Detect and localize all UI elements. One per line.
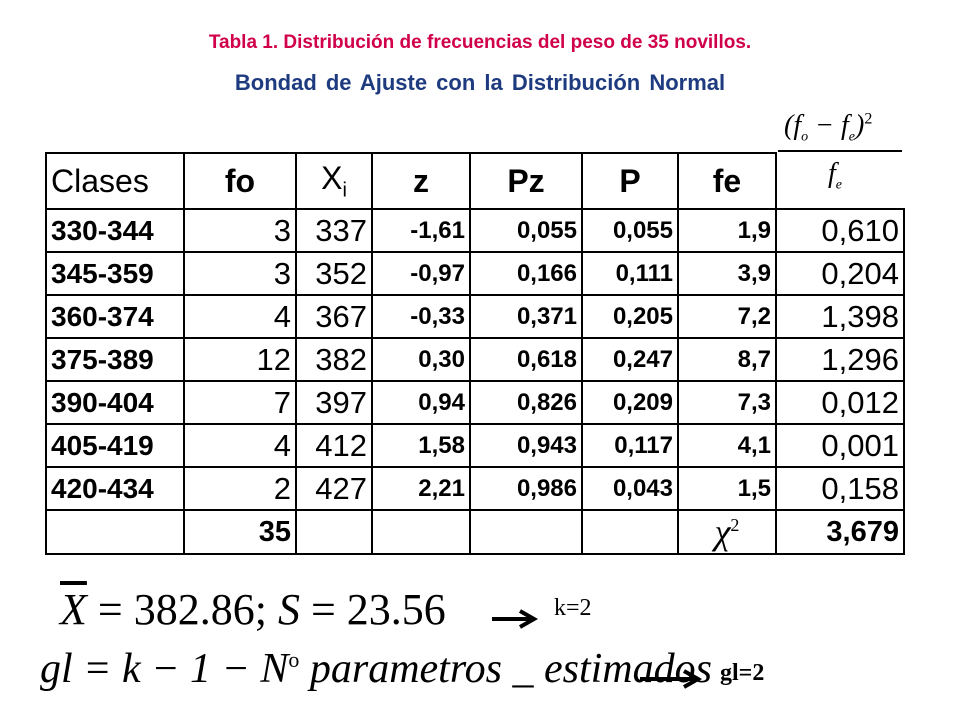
arrow-right-icon (490, 608, 540, 630)
cell-xi: 352 (296, 252, 372, 295)
header-fo: fo (184, 153, 296, 209)
cell-clase: 375-389 (46, 338, 184, 381)
cell-pz: 0,166 (470, 252, 582, 295)
cell-chi: 1,398 (776, 295, 904, 338)
cell-p: 0,055 (582, 209, 678, 252)
table-title: Tabla 1. Distribución de frecuencias del peso de 35 novillos. (208, 32, 752, 53)
cell-empty (296, 510, 372, 554)
cell-z: 0,94 (372, 381, 470, 424)
cell-fo: 3 (184, 252, 296, 295)
cell-z: 1,58 (372, 424, 470, 467)
cell-chi: 0,158 (776, 467, 904, 510)
cell-p: 0,209 (582, 381, 678, 424)
cell-z: -1,61 (372, 209, 470, 252)
cell-fo: 7 (184, 381, 296, 424)
cell-fe: 7,2 (678, 295, 776, 338)
cell-fe: 8,7 (678, 338, 776, 381)
cell-p: 0,205 (582, 295, 678, 338)
cell-fo: 4 (184, 295, 296, 338)
cell-empty (372, 510, 470, 554)
cell-clase: 330-344 (46, 209, 184, 252)
cell-pz: 0,826 (470, 381, 582, 424)
cell-clase: 420-434 (46, 467, 184, 510)
cell-pz: 0,055 (470, 209, 582, 252)
cell-clase: 345-359 (46, 252, 184, 295)
cell-fe: 1,5 (678, 467, 776, 510)
cell-xi: 397 (296, 381, 372, 424)
cell-z: -0,33 (372, 295, 470, 338)
cell-clase: 405-419 (46, 424, 184, 467)
cell-fo: 12 (184, 338, 296, 381)
cell-clase: 390-404 (46, 381, 184, 424)
cell-empty (582, 510, 678, 554)
header-z: z (372, 153, 470, 209)
cell-pz: 0,618 (470, 338, 582, 381)
cell-xi: 382 (296, 338, 372, 381)
cell-fe: 1,9 (678, 209, 776, 252)
formula-denominator: $f_e$ (828, 158, 842, 193)
table-row (46, 252, 904, 295)
arrow-right-icon (638, 668, 704, 690)
frequency-table (45, 152, 905, 555)
cell-empty (470, 510, 582, 554)
gl-result: gl=2 (720, 660, 765, 686)
table-row (46, 424, 904, 467)
header-chi-cell (776, 153, 904, 209)
cell-chi-total: 3,679 (776, 510, 904, 554)
cell-chi: 0,204 (776, 252, 904, 295)
cell-fe: 3,9 (678, 252, 776, 295)
cell-z: -0,97 (372, 252, 470, 295)
cell-xi: 427 (296, 467, 372, 510)
cell-z: 0,30 (372, 338, 470, 381)
cell-xi: 367 (296, 295, 372, 338)
mean-sd-equation: $\overline{X} = 382.86$; S = 23.56 (60, 585, 446, 634)
cell-fe: 7,3 (678, 381, 776, 424)
chi-square-symbol: $\chi^2$ (678, 510, 776, 554)
header-clases: Clases (46, 153, 184, 209)
k-result: k=2 (554, 595, 592, 621)
table-subtitle: Bondad de Ajuste con la Distribución Normal (234, 70, 726, 95)
degrees-freedom-equation: gl = $k - 1 - N^o$ parametros _ estimados (40, 646, 712, 692)
totals-row (46, 510, 904, 554)
table-row (46, 295, 904, 338)
cell-p: 0,043 (582, 467, 678, 510)
cell-xi: 337 (296, 209, 372, 252)
cell-fe: 4,1 (678, 424, 776, 467)
cell-fo: 2 (184, 467, 296, 510)
cell-chi: 0,012 (776, 381, 904, 424)
cell-pz: 0,943 (470, 424, 582, 467)
cell-clase: 360-374 (46, 295, 184, 338)
cell-chi: 0,001 (776, 424, 904, 467)
cell-fo: 3 (184, 209, 296, 252)
cell-p: 0,117 (582, 424, 678, 467)
cell-z: 2,21 (372, 467, 470, 510)
cell-empty (46, 510, 184, 554)
cell-pz: 0,986 (470, 467, 582, 510)
table-row (46, 209, 904, 252)
formula-numerator: $(f_o - f_e)^2$ (784, 110, 873, 145)
cell-chi: 0,610 (776, 209, 904, 252)
header-xi: $X_i$ (296, 153, 372, 209)
cell-fo: 4 (184, 424, 296, 467)
cell-p: 0,247 (582, 338, 678, 381)
cell-p: 0,111 (582, 252, 678, 295)
table-header-row (46, 153, 904, 209)
cell-xi: 412 (296, 424, 372, 467)
cell-fo-total: 35 (184, 510, 296, 554)
cell-chi: 1,296 (776, 338, 904, 381)
header-p: P (582, 153, 678, 209)
table-row (46, 467, 904, 510)
table-row (46, 381, 904, 424)
cell-pz: 0,371 (470, 295, 582, 338)
table-row (46, 338, 904, 381)
header-fe: fe (678, 153, 776, 209)
header-pz: Pz (470, 153, 582, 209)
